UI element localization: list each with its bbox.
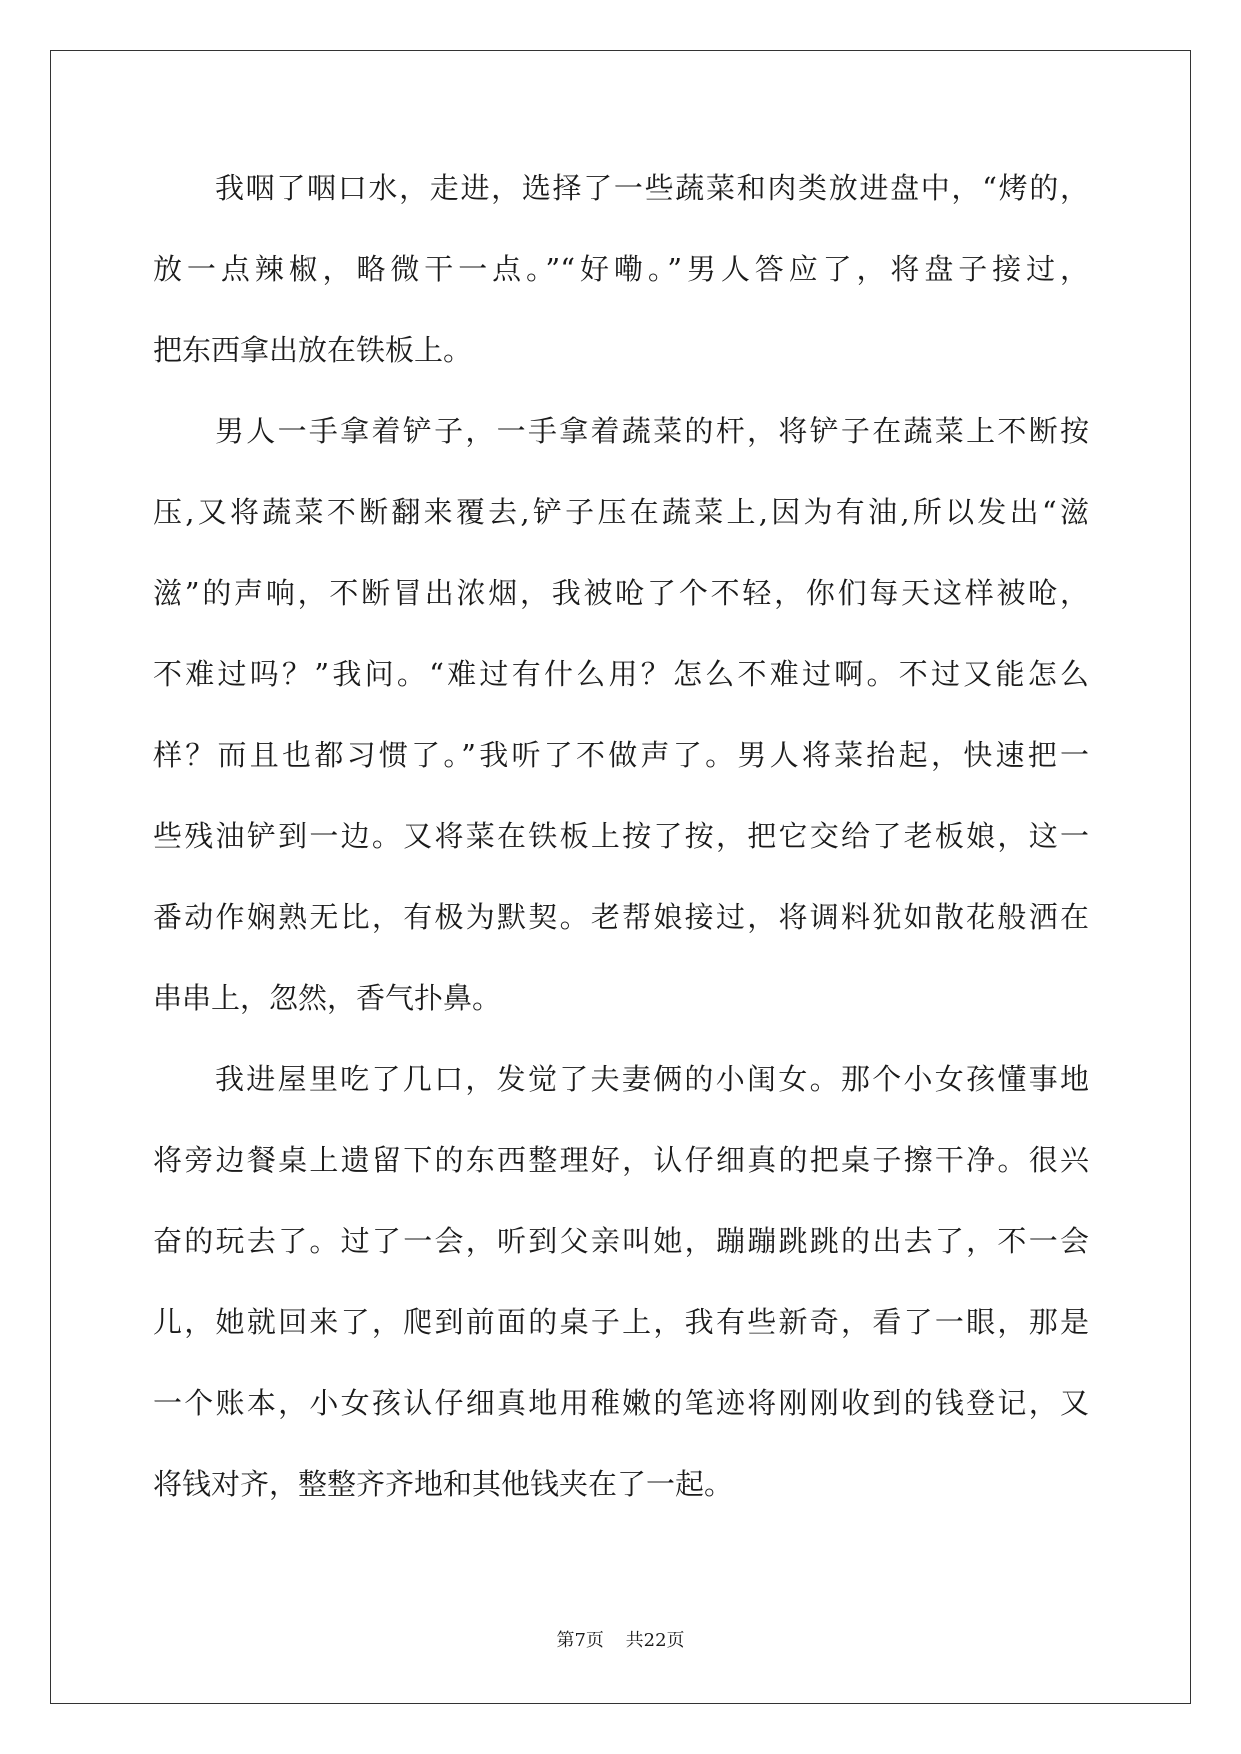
- text-line: 将钱对齐，整整齐齐地和其他钱夹在了一起。: [153, 1467, 734, 1501]
- text-line: 串串上，忽然，香气扑鼻。: [153, 981, 502, 1015]
- page-number-total: 共22页: [625, 1630, 685, 1651]
- text-line: 我咽了咽口水，走进，选择了一些蔬菜和肉类放进盘中，“烤的，: [215, 171, 1089, 205]
- text-line: 男人一手拿着铲子，一手拿着蔬菜的杆，将铲子在蔬菜上不断按: [215, 414, 1089, 448]
- text-line: 将旁边餐桌上遗留下的东西整理好，认仔细真的把桌子擦干净。很兴: [153, 1143, 1089, 1177]
- text-line: 样？而且也都习惯了。”我听了不做声了。男人将菜抬起，快速把一: [153, 738, 1089, 772]
- text-line: 奋的玩去了。过了一会，听到父亲叫她，蹦蹦跳跳的出去了，不一会: [153, 1224, 1089, 1258]
- text-line: 番动作娴熟无比，有极为默契。老帮娘接过，将调料犹如散花般洒在: [153, 900, 1089, 934]
- page-footer: [0, 1626, 1241, 1652]
- text-line: 放一点辣椒，略微干一点。”“好嘞。”男人答应了，将盘子接过，: [153, 252, 1089, 286]
- text-line: 滋”的声响，不断冒出浓烟，我被呛了个不轻，你们每天这样被呛，: [153, 576, 1089, 610]
- text-line: 不难过吗？”我问。“难过有什么用？怎么不难过啊。不过又能怎么: [153, 657, 1089, 691]
- page-number-current: 第7页: [556, 1630, 604, 1651]
- text-line: 些残油铲到一边。又将菜在铁板上按了按，把它交给了老板娘，这一: [153, 819, 1089, 853]
- text-line: 一个账本，小女孩认仔细真地用稚嫩的笔迹将刚刚收到的钱登记，又: [153, 1386, 1089, 1420]
- text-line: 儿，她就回来了，爬到前面的桌子上，我有些新奇，看了一眼，那是: [153, 1305, 1089, 1339]
- text-line: 我进屋里吃了几口，发觉了夫妻俩的小闺女。那个小女孩懂事地: [215, 1062, 1089, 1096]
- text-line: 把东西拿出放在铁板上。: [153, 333, 473, 367]
- text-line: 压,又将蔬菜不断翻来覆去,铲子压在蔬菜上,因为有油,所以发出“滋: [153, 495, 1089, 529]
- document-body: [153, 163, 1089, 1540]
